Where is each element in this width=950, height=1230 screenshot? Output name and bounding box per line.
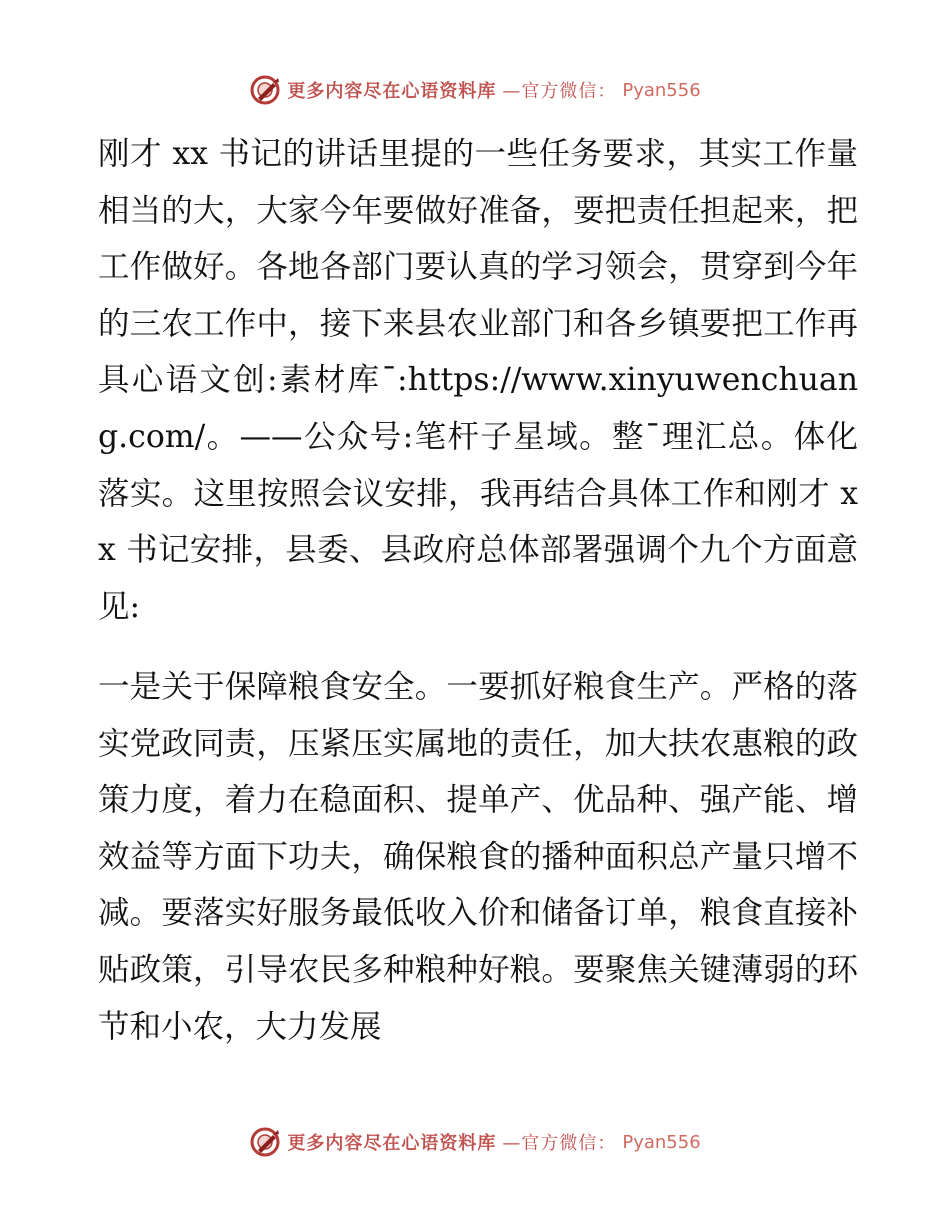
- header-watermark: [0, 74, 950, 106]
- watermark-subtitle: —官方微信：: [502, 1133, 617, 1154]
- watermark-account-id: Pyan556: [622, 79, 701, 101]
- body-paragraph-1: 刚才 xx 书记的讲话里提的一些任务要求，其实工作量相当的大，大家今年要做好准备，要把责任担起来，把工作做好。各地各部门要认真的学习领会，贯穿到今年的三农工作中，接下来县农业部门和各乡镇要把工作再具心语文创:素材库¯:https://www.xinyuwenchuang.com/。——公众号:笔杆子星域。整¯理汇总。体化落实。这里按照会议安排，我再结合具体工作和刚才 xx 书记安排，县委、县政府总体部署强调个九个方面意见:: [98, 136, 858, 625]
- watermark-title: 更多内容尽在心语资料库: [287, 1133, 497, 1154]
- watermark-account-id: Pyan556: [622, 1131, 701, 1153]
- brand-logo-icon: [249, 74, 281, 106]
- brand-logo-icon: [249, 1126, 281, 1158]
- watermark-title: 更多内容尽在心语资料库: [287, 81, 497, 102]
- body-paragraph-2: 一是关于保障粮食安全。一要抓好粮食生产。严格的落实党政同责，压紧压实属地的责任，加大扶农惠粮的政策力度，着力在稳面积、提单产、优品种、强产能、增效益等方面下功夫，确保粮食的播种面积总产量只增不减。要落实好服务最低收入价和储备订单，粮食直接补贴政策，引导农民多种粮种好粮。要聚焦关键薄弱的环节和小农，大力发展: [98, 669, 858, 1045]
- watermark-subtitle: —官方微信：: [502, 81, 617, 102]
- footer-watermark: [0, 1126, 950, 1158]
